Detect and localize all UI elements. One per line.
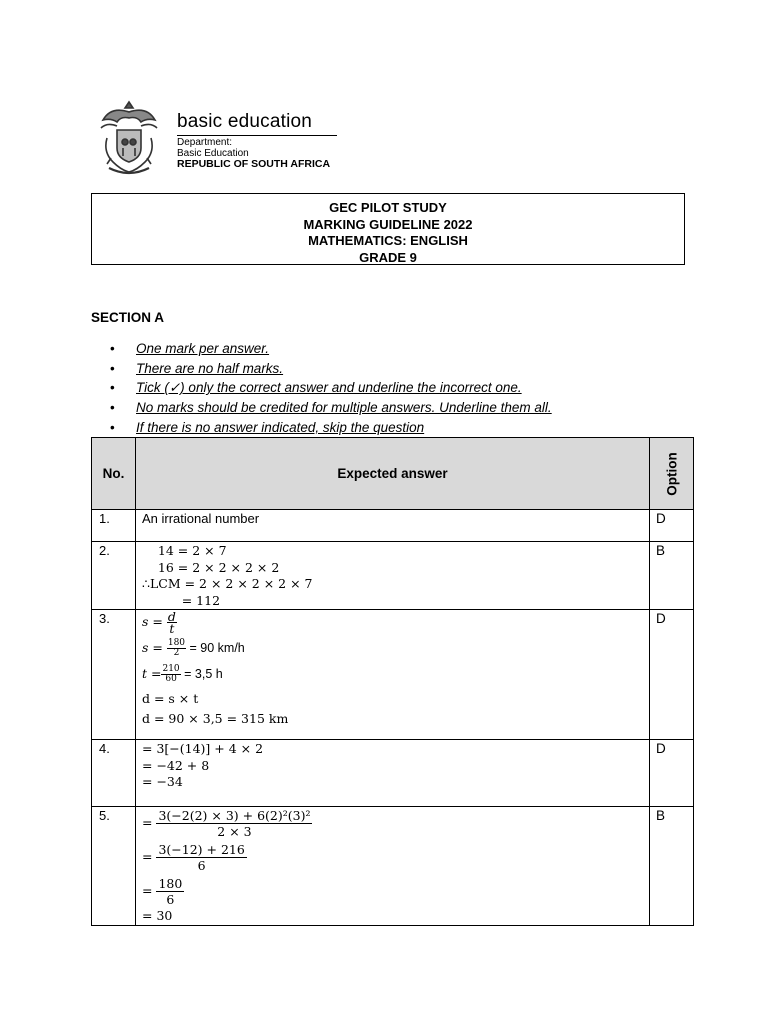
speed-calculation (142, 639, 649, 665)
fraction-denominator: 2 (173, 648, 180, 658)
expected-answer (136, 740, 650, 807)
table-row (92, 610, 694, 740)
fraction (161, 665, 180, 684)
answer-line: 14 = 2 × 7 (142, 543, 227, 558)
title-box (91, 193, 685, 265)
time-result: = 3,5 h (180, 667, 223, 681)
fraction-step: = $\frac{3(-12) + 216}{6}$ (142, 842, 245, 873)
answer-option: B (650, 542, 694, 610)
rule-item: • There are no half marks. (107, 359, 552, 379)
question-number: 3. (92, 610, 136, 740)
answer-line: 16 = 2 × 2 × 2 × 2 (142, 559, 280, 575)
fraction (167, 611, 177, 634)
fraction-denominator: 6 (197, 858, 206, 873)
formula-text: s = (142, 640, 163, 655)
table-row (92, 740, 694, 807)
fraction-numerator: 180 (167, 638, 186, 648)
expected-answer (136, 807, 650, 926)
table-row (92, 542, 694, 610)
title-line-2: MARKING GUIDELINE 2022 (303, 216, 473, 232)
fraction (156, 876, 184, 907)
rule-item: • No marks should be credited for multiple answers. Underline them all. (107, 398, 552, 418)
header-expected-answer: Expected answer (136, 438, 650, 510)
formula-text: s = (142, 614, 163, 629)
marking-rules-list (107, 339, 552, 438)
header-option (650, 438, 694, 510)
fraction-denominator: 60 (165, 674, 177, 684)
distance-calculation: d = 90 × 3,5 = 315 km (142, 711, 289, 726)
coat-of-arms-icon (97, 98, 161, 180)
fraction-denominator: 6 (166, 892, 175, 907)
fraction-numerator: 180 (158, 876, 183, 891)
answer-option: D (650, 610, 694, 740)
answer-option: D (650, 740, 694, 807)
final-answer: = 30 (142, 908, 173, 923)
rule-item: • Tick (✓) only the correct answer and underline the incorrect one. (107, 378, 552, 398)
formula-speed (142, 611, 649, 639)
fraction (167, 639, 186, 658)
answer-line: = 112 (142, 592, 221, 608)
section-heading: SECTION A (91, 310, 165, 325)
rule-item: • One mark per answer. (107, 339, 552, 359)
department-logo (97, 98, 347, 180)
answer-line: = −42 + 8 (142, 757, 210, 773)
title-line-1: GEC PILOT STUDY (329, 200, 447, 215)
fraction (156, 842, 246, 873)
fraction-denominator: 2 × 3 (217, 824, 252, 839)
brand-rule (177, 135, 337, 136)
fraction-numerator: 210 (162, 664, 180, 674)
header-no: No. (92, 438, 136, 510)
fraction-numerator: 3(−12) + 216 (158, 842, 245, 857)
answer-line: ∴LCM = 2 × 2 × 2 × 2 × 7 (142, 576, 313, 591)
brand-name: basic education (177, 111, 313, 132)
fraction-step: = $\frac{\text{3(−2(2) × 3) + 6(2)²(3)²}}{2 \times 3}$ (142, 808, 311, 839)
question-number: 5. (92, 807, 136, 926)
expected-answer (136, 542, 650, 610)
formula-text: t = (142, 666, 162, 681)
answer-line: = 3[−(14)] + 4 × 2 (142, 741, 264, 756)
distance-formula: d = s × t (142, 691, 199, 706)
question-number: 2. (92, 542, 136, 610)
country-name: REPUBLIC OF SOUTH AFRICA (177, 158, 331, 170)
fraction-step: = $\frac{180}{6}$ (142, 876, 183, 907)
question-number: 1. (92, 510, 136, 542)
fraction (156, 808, 312, 839)
table-row (92, 510, 694, 542)
answers-table (91, 437, 694, 926)
fraction-numerator: d (167, 609, 176, 624)
time-calculation (142, 665, 649, 691)
question-number: 4. (92, 740, 136, 807)
title-line-3: MATHEMATICS: ENGLISH (308, 233, 468, 248)
rule-item: • If there is no answer indicated, skip the question (107, 418, 552, 438)
department-name: Basic Education (177, 147, 249, 159)
fraction-numerator: 3(−2(2) × 3) + 6(2)²(3)² (158, 808, 311, 823)
speed-result: = 90 km/h (186, 641, 245, 655)
title-line-4: GRADE 9 (359, 249, 417, 265)
header-option-label: Option (664, 451, 679, 496)
table-header-row (92, 438, 694, 510)
expected-answer: An irrational number (136, 510, 650, 542)
answer-option: D (650, 510, 694, 542)
answer-option: B (650, 807, 694, 926)
table-row (92, 807, 694, 926)
answer-line: = −34 (142, 774, 183, 789)
expected-answer (136, 610, 650, 740)
fraction-denominator: t (169, 621, 175, 636)
department-label: Department: (177, 137, 233, 148)
